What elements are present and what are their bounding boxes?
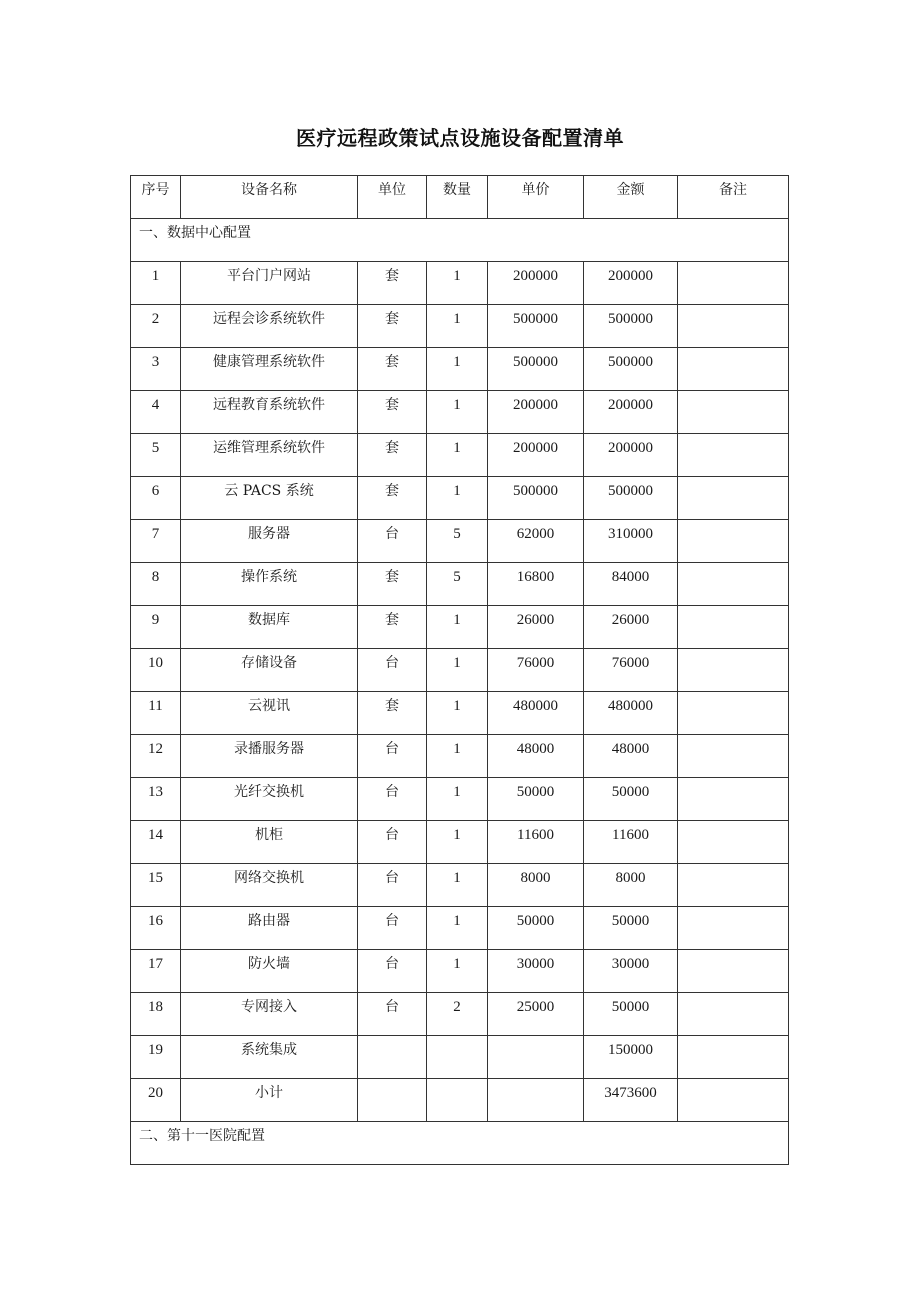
cell-name: 远程教育系统软件	[181, 391, 358, 434]
cell-qty: 5	[427, 563, 488, 606]
cell-no: 14	[131, 821, 181, 864]
cell-qty	[427, 1079, 488, 1122]
cell-price: 25000	[488, 993, 584, 1036]
cell-qty: 1	[427, 348, 488, 391]
cell-amount: 500000	[584, 477, 678, 520]
cell-no: 3	[131, 348, 181, 391]
cell-qty: 1	[427, 735, 488, 778]
cell-no: 19	[131, 1036, 181, 1079]
table-row	[131, 649, 789, 692]
table-row	[131, 305, 789, 348]
cell-qty: 1	[427, 391, 488, 434]
cell-name: 健康管理系统软件	[181, 348, 358, 391]
cell-qty: 2	[427, 993, 488, 1036]
section-row	[131, 219, 789, 262]
cell-amount: 11600	[584, 821, 678, 864]
cell-no: 11	[131, 692, 181, 735]
cell-no: 6	[131, 477, 181, 520]
cell-no: 10	[131, 649, 181, 692]
cell-amount: 500000	[584, 305, 678, 348]
cell-note	[678, 563, 789, 606]
cell-amount: 200000	[584, 434, 678, 477]
header-row	[131, 176, 789, 219]
cell-price: 48000	[488, 735, 584, 778]
cell-qty: 1	[427, 262, 488, 305]
cell-amount: 3473600	[584, 1079, 678, 1122]
cell-note	[678, 477, 789, 520]
cell-note	[678, 993, 789, 1036]
cell-qty: 1	[427, 434, 488, 477]
table-row	[131, 520, 789, 563]
cell-no: 15	[131, 864, 181, 907]
cell-no: 4	[131, 391, 181, 434]
cell-qty: 1	[427, 649, 488, 692]
cell-price: 11600	[488, 821, 584, 864]
table-row	[131, 434, 789, 477]
section-label: 二、第十一医院配置	[131, 1122, 789, 1165]
cell-name: 光纤交换机	[181, 778, 358, 821]
cell-note	[678, 305, 789, 348]
table-row	[131, 348, 789, 391]
cell-qty: 1	[427, 907, 488, 950]
cell-no: 17	[131, 950, 181, 993]
cell-amount: 150000	[584, 1036, 678, 1079]
table-row	[131, 821, 789, 864]
cell-name: 小计	[181, 1079, 358, 1122]
cell-amount: 50000	[584, 993, 678, 1036]
cell-price: 500000	[488, 305, 584, 348]
cell-amount: 480000	[584, 692, 678, 735]
table-row	[131, 735, 789, 778]
cell-price: 16800	[488, 563, 584, 606]
cell-qty: 1	[427, 606, 488, 649]
cell-no: 9	[131, 606, 181, 649]
cell-no: 2	[131, 305, 181, 348]
cell-no: 13	[131, 778, 181, 821]
cell-qty: 1	[427, 692, 488, 735]
equipment-table	[130, 175, 789, 1165]
cell-unit: 套	[358, 391, 427, 434]
cell-price: 200000	[488, 262, 584, 305]
cell-name: 路由器	[181, 907, 358, 950]
cell-unit: 套	[358, 692, 427, 735]
table-row	[131, 477, 789, 520]
cell-note	[678, 1036, 789, 1079]
cell-amount: 200000	[584, 262, 678, 305]
cell-price: 500000	[488, 477, 584, 520]
table-row	[131, 606, 789, 649]
cell-amount: 26000	[584, 606, 678, 649]
header-cell-note: 备注	[678, 176, 789, 219]
header-cell-no: 序号	[131, 176, 181, 219]
cell-amount: 500000	[584, 348, 678, 391]
cell-amount: 310000	[584, 520, 678, 563]
cell-note	[678, 735, 789, 778]
cell-unit	[358, 1036, 427, 1079]
cell-amount: 48000	[584, 735, 678, 778]
cell-note	[678, 907, 789, 950]
cell-price: 50000	[488, 778, 584, 821]
cell-name: 平台门户网站	[181, 262, 358, 305]
cell-qty: 1	[427, 950, 488, 993]
table-row	[131, 391, 789, 434]
cell-unit: 套	[358, 305, 427, 348]
table-row	[131, 1079, 789, 1122]
cell-name: 网络交换机	[181, 864, 358, 907]
cell-no: 5	[131, 434, 181, 477]
cell-note	[678, 434, 789, 477]
cell-name: 操作系统	[181, 563, 358, 606]
cell-note	[678, 262, 789, 305]
cell-unit: 台	[358, 907, 427, 950]
cell-name: 录播服务器	[181, 735, 358, 778]
cell-name: 专网接入	[181, 993, 358, 1036]
cell-no: 7	[131, 520, 181, 563]
cell-name: 云 PACS 系统	[181, 477, 358, 520]
document-title: 医疗远程政策试点设施设备配置清单	[296, 126, 624, 150]
cell-amount: 50000	[584, 778, 678, 821]
cell-note	[678, 348, 789, 391]
cell-no: 16	[131, 907, 181, 950]
cell-note	[678, 950, 789, 993]
cell-note	[678, 606, 789, 649]
header-cell-amount: 金额	[584, 176, 678, 219]
cell-no: 18	[131, 993, 181, 1036]
cell-price: 50000	[488, 907, 584, 950]
cell-note	[678, 864, 789, 907]
cell-note	[678, 692, 789, 735]
cell-price: 76000	[488, 649, 584, 692]
cell-unit: 套	[358, 477, 427, 520]
cell-no: 1	[131, 262, 181, 305]
cell-note	[678, 1079, 789, 1122]
cell-name: 远程会诊系统软件	[181, 305, 358, 348]
table-row	[131, 1036, 789, 1079]
cell-unit: 套	[358, 348, 427, 391]
cell-price	[488, 1036, 584, 1079]
cell-unit: 台	[358, 778, 427, 821]
cell-note	[678, 821, 789, 864]
table-row	[131, 778, 789, 821]
cell-unit: 台	[358, 864, 427, 907]
cell-name: 运维管理系统软件	[181, 434, 358, 477]
cell-price: 30000	[488, 950, 584, 993]
cell-name: 数据库	[181, 606, 358, 649]
cell-amount: 8000	[584, 864, 678, 907]
cell-price: 200000	[488, 391, 584, 434]
cell-unit: 台	[358, 821, 427, 864]
header-cell-qty: 数量	[427, 176, 488, 219]
header-cell-name: 设备名称	[181, 176, 358, 219]
cell-unit: 台	[358, 993, 427, 1036]
cell-unit	[358, 1079, 427, 1122]
table-row	[131, 692, 789, 735]
cell-qty: 1	[427, 864, 488, 907]
cell-qty: 1	[427, 305, 488, 348]
header-cell-unit: 单位	[358, 176, 427, 219]
table-row	[131, 950, 789, 993]
cell-amount: 200000	[584, 391, 678, 434]
cell-amount: 30000	[584, 950, 678, 993]
table-row	[131, 864, 789, 907]
cell-name: 系统集成	[181, 1036, 358, 1079]
table-row	[131, 262, 789, 305]
cell-name: 云视讯	[181, 692, 358, 735]
cell-unit: 台	[358, 520, 427, 563]
cell-name: 存储设备	[181, 649, 358, 692]
table-row	[131, 907, 789, 950]
cell-no: 8	[131, 563, 181, 606]
cell-note	[678, 520, 789, 563]
cell-unit: 台	[358, 649, 427, 692]
cell-qty: 1	[427, 821, 488, 864]
cell-unit: 套	[358, 434, 427, 477]
cell-price: 8000	[488, 864, 584, 907]
cell-qty: 5	[427, 520, 488, 563]
cell-no: 12	[131, 735, 181, 778]
cell-price: 62000	[488, 520, 584, 563]
cell-name: 服务器	[181, 520, 358, 563]
cell-price: 200000	[488, 434, 584, 477]
cell-unit: 台	[358, 950, 427, 993]
cell-unit: 套	[358, 563, 427, 606]
table-row	[131, 563, 789, 606]
cell-price: 500000	[488, 348, 584, 391]
cell-unit: 套	[358, 606, 427, 649]
cell-note	[678, 391, 789, 434]
cell-price	[488, 1079, 584, 1122]
cell-note	[678, 778, 789, 821]
cell-qty	[427, 1036, 488, 1079]
cell-name: 防火墙	[181, 950, 358, 993]
cell-amount: 76000	[584, 649, 678, 692]
cell-amount: 84000	[584, 563, 678, 606]
cell-name: 机柜	[181, 821, 358, 864]
header-cell-price: 单价	[488, 176, 584, 219]
cell-note	[678, 649, 789, 692]
section-row	[131, 1122, 789, 1165]
cell-unit: 台	[358, 735, 427, 778]
cell-amount: 50000	[584, 907, 678, 950]
cell-price: 26000	[488, 606, 584, 649]
cell-no: 20	[131, 1079, 181, 1122]
table-row	[131, 993, 789, 1036]
cell-unit: 套	[358, 262, 427, 305]
cell-price: 480000	[488, 692, 584, 735]
cell-qty: 1	[427, 477, 488, 520]
section-label: 一、数据中心配置	[131, 219, 789, 262]
cell-qty: 1	[427, 778, 488, 821]
